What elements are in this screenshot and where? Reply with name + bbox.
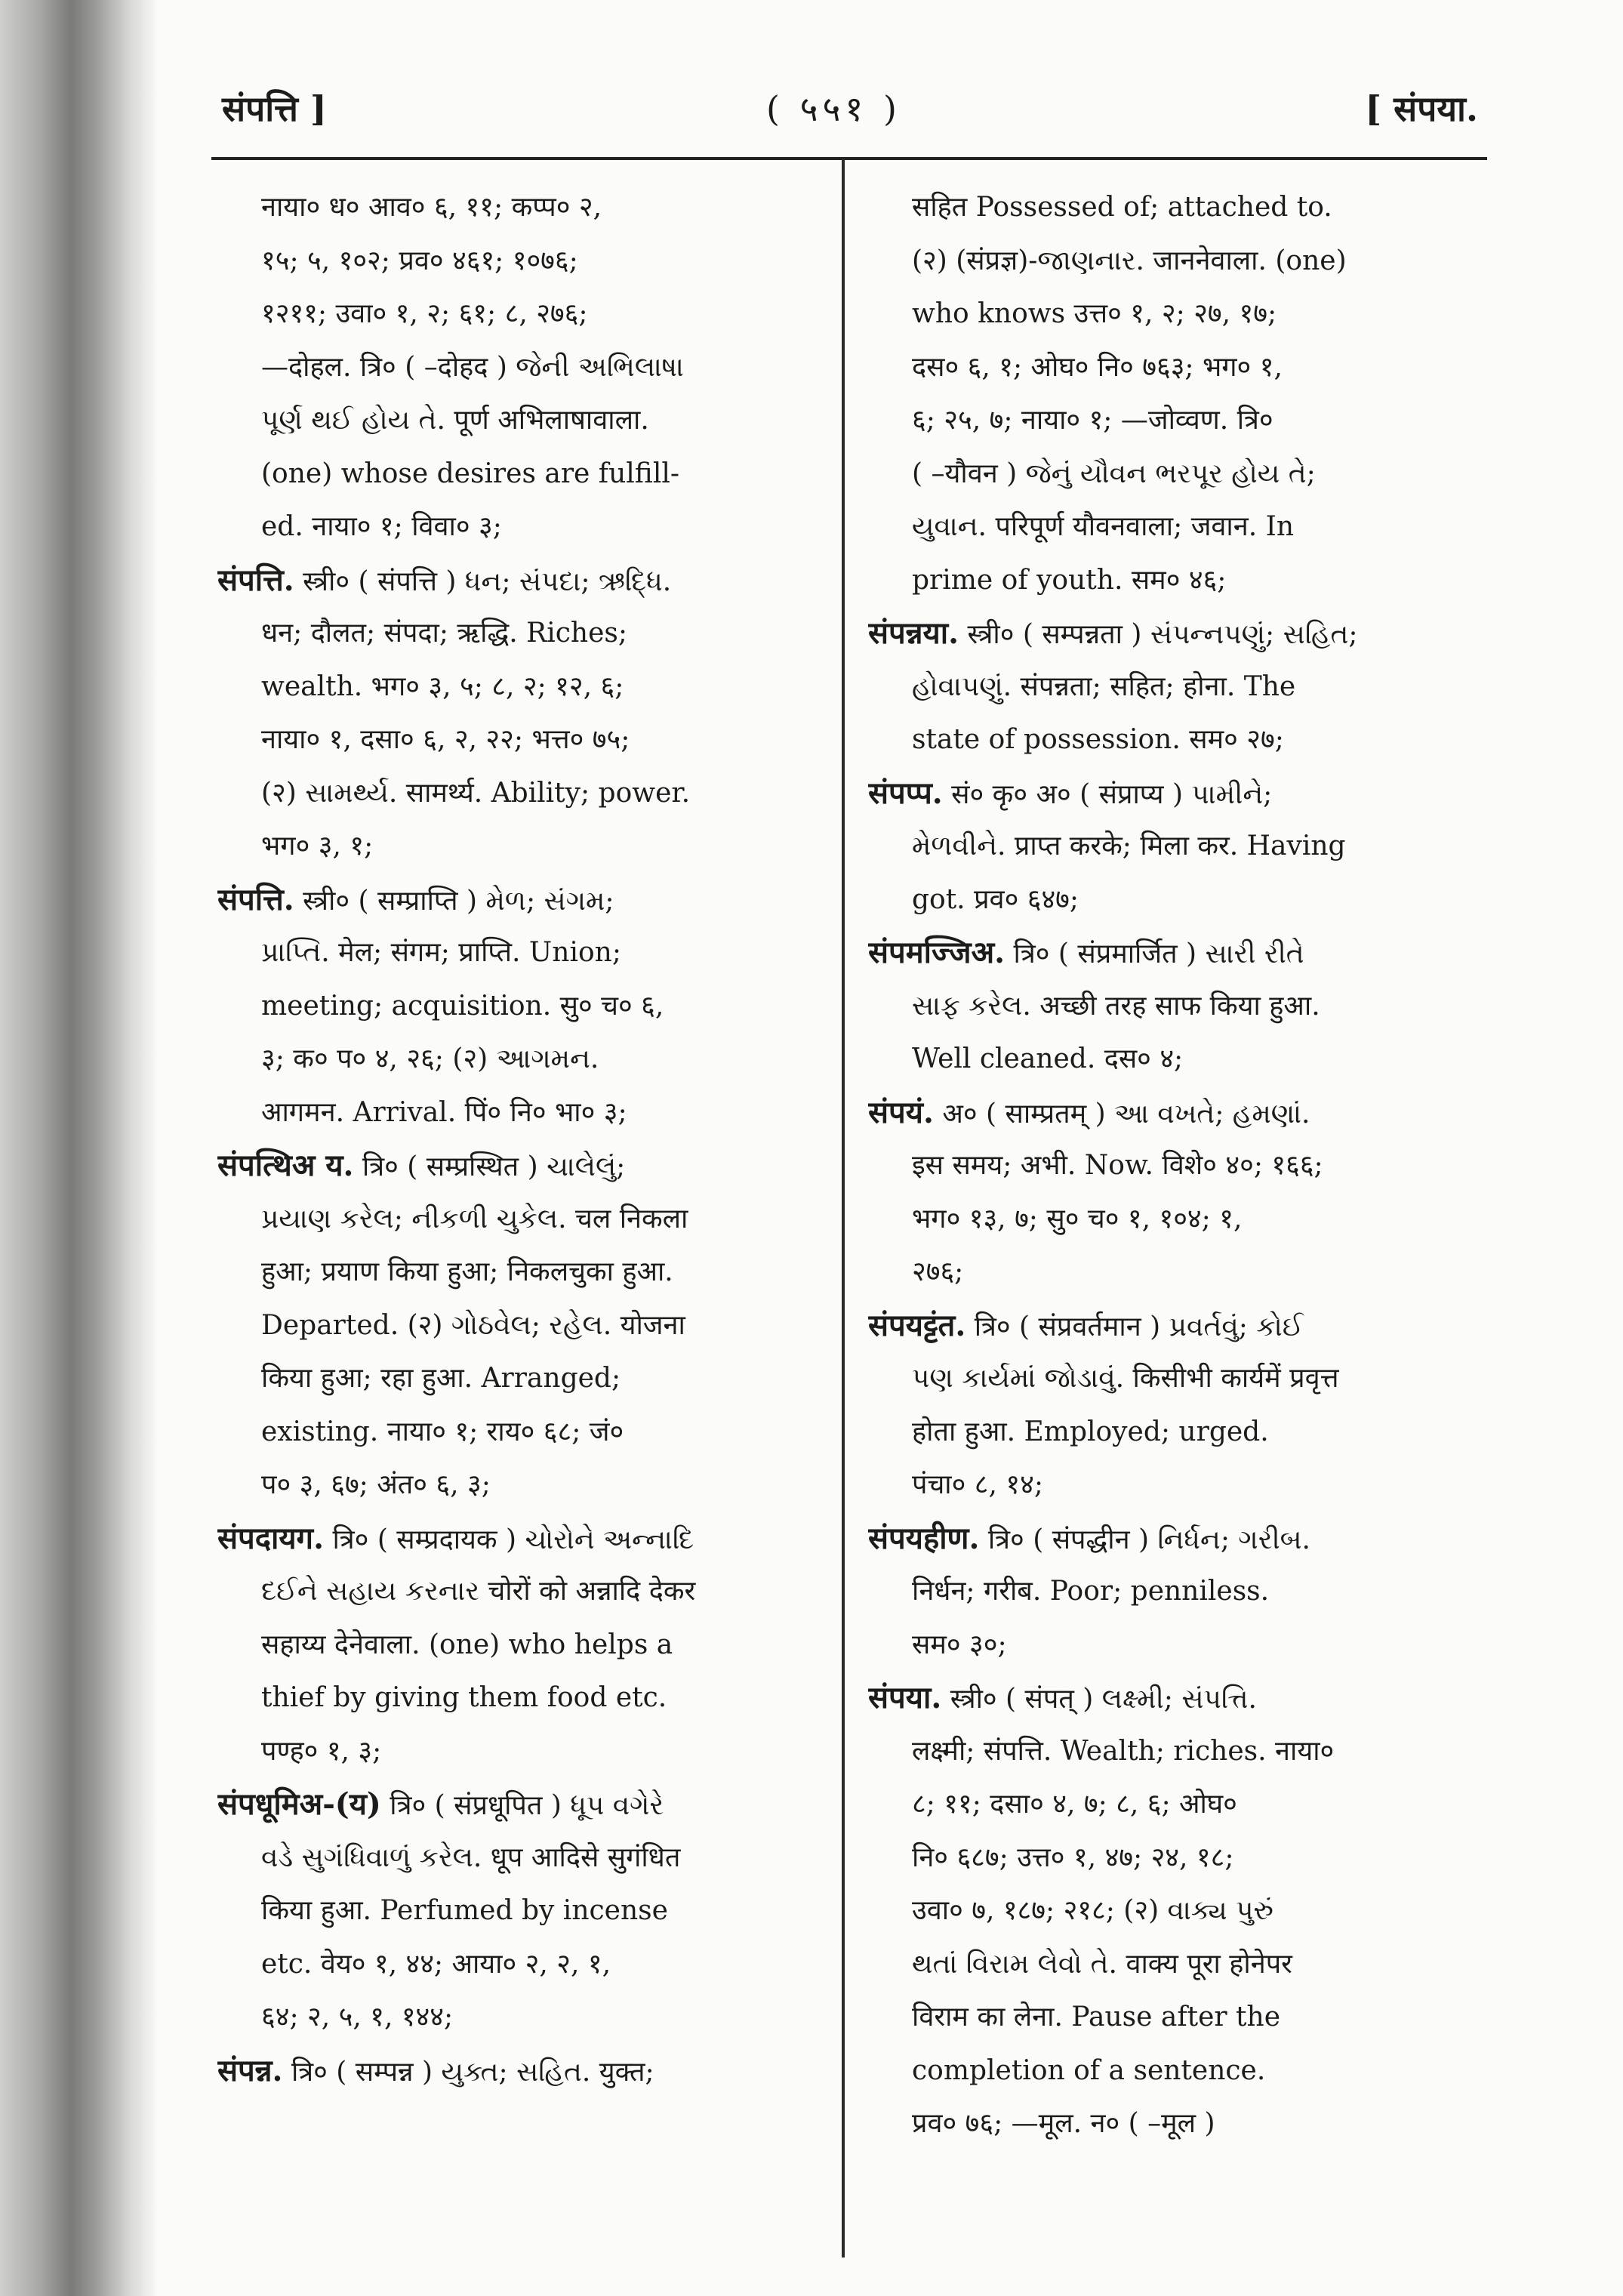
entry-line <box>868 1139 1457 1193</box>
entry-text: इस समय; अभी. Now. विशे० ४०; १६६; <box>912 1150 1323 1181</box>
entry-line <box>217 661 806 714</box>
entry-text: प० ३, ६७; अंत० ६, ३; <box>261 1469 491 1500</box>
headword: संपत्थिअ य. <box>217 1148 354 1183</box>
entry-text: thief by giving them food etc. <box>261 1682 667 1713</box>
entry-line-headword <box>217 874 806 927</box>
entry-line-headword <box>868 1512 1457 1566</box>
entry-text: त्रि० ( सम्प्रदायक ) ચોરોને અન્નાદિ <box>324 1524 694 1555</box>
entry-text: सहित Possessed of; attached to. <box>912 192 1332 223</box>
right-column <box>868 181 1457 2151</box>
entry-text: વડે સુગંધિવાળું કરેલ. धूप आदिसे सुगंधित <box>261 1841 681 1873</box>
entry-line <box>217 820 806 874</box>
entry-text: ६४; २, ५, १, १४४; <box>261 2002 454 2032</box>
entry-line <box>868 554 1457 608</box>
headword: संपदायग. <box>217 1520 325 1556</box>
entry-line <box>868 1619 1457 1672</box>
entry-text: २७६; <box>912 1256 964 1287</box>
entry-line <box>217 1459 806 1512</box>
entry-line <box>217 1352 806 1406</box>
entry-line <box>217 501 806 554</box>
entry-text: Departed. (२) ગોઠવેલ; રહેલ. योजना <box>261 1309 685 1341</box>
entry-text: सं० कृ० अ० ( संप्राप्य ) પામીને; <box>942 778 1273 810</box>
entry-line <box>217 1246 806 1299</box>
entry-line <box>868 1565 1457 1619</box>
entry-line <box>868 1885 1457 1938</box>
entry-text: स्त्री० ( संपत् ) લક્ષ્મી; સંપત્તિ. <box>941 1684 1257 1715</box>
entry-line <box>868 1991 1457 2045</box>
entry-text: धन; दौलत; संपदा; ऋद्धि. Riches; <box>261 618 627 649</box>
header-left-guideword: संपत्ति ] <box>222 88 327 129</box>
column-divider <box>842 159 845 2257</box>
entry-line <box>217 448 806 501</box>
entry-text: થતાં વિરામ લેવો તે. वाक्य पूरा होनेपर <box>912 1948 1292 1980</box>
entry-line <box>868 2097 1457 2151</box>
entry-line <box>217 767 806 821</box>
entry-line <box>217 1033 806 1086</box>
entry-text: त्रि० ( संप्रधूपित ) ધૂપ વગેરે <box>380 1790 664 1821</box>
entry-line-headword <box>217 1139 806 1193</box>
entry-line <box>868 713 1457 767</box>
entry-line-headword <box>217 554 806 608</box>
entry-line <box>868 341 1457 395</box>
entry-text: ( –यौवन ) જેનું યૌવન ભરપૂર હોય તે; <box>912 458 1316 489</box>
entry-line <box>868 1832 1457 1885</box>
headword: संपन्न. <box>217 2052 283 2088</box>
entry-text: Well cleaned. दस० ४; <box>912 1043 1184 1074</box>
entry-line <box>868 181 1457 235</box>
entry-text: wealth. भग० ३, ५; ८, २; १२, ६; <box>261 670 624 702</box>
headword: संपयहीण. <box>868 1520 980 1556</box>
entry-line <box>868 1938 1457 1992</box>
entry-line <box>868 661 1457 714</box>
headword: संपया. <box>868 1680 942 1715</box>
entry-line <box>868 501 1457 554</box>
entry-text: सहाय्य देनेवाला. (one) who helps a <box>261 1629 673 1660</box>
entry-text: ३; क० प० ४, २६; (२) આગમન. <box>261 1043 599 1074</box>
headword: संपन्नया. <box>868 615 959 651</box>
entry-line <box>217 288 806 341</box>
entry-text: prime of youth. सम० ४६; <box>912 564 1227 596</box>
entry-text: नि० ६८७; उत्त० १, ४७; २४, १८; <box>912 1841 1234 1873</box>
entry-line <box>868 1193 1457 1247</box>
entry-text: किया हुआ. Perfumed by incense <box>261 1895 668 1926</box>
entry-line <box>217 1832 806 1885</box>
entry-line <box>217 235 806 288</box>
entry-line-headword <box>868 607 1457 661</box>
entry-line <box>217 607 806 661</box>
entry-text: स्त्री० ( सम्पन्नता ) સંપન્નપણું; સહિત; <box>959 619 1358 650</box>
entry-text: ८; ११; दसा० ४, ७; ८, ६; ओघ० <box>912 1789 1237 1820</box>
entry-text: ed. नाया० १; विवा० ३; <box>261 511 502 542</box>
headword: संपयं. <box>868 1094 934 1130</box>
entry-line <box>868 1406 1457 1459</box>
entry-text: દઈને સહાય કરનાર चोरों को अन्नादि देकर <box>261 1576 696 1607</box>
entry-text: (२) સામર્થ્ય. सामर्थ्य. Ability; power. <box>261 777 691 809</box>
header-right-guideword: [ संपया. <box>1365 88 1478 129</box>
entry-line-headword <box>868 1299 1457 1353</box>
entry-line <box>217 394 806 448</box>
entry-line <box>868 394 1457 448</box>
entry-text: किया हुआ; रहा हुआ. Arranged; <box>261 1363 621 1394</box>
entry-line <box>217 713 806 767</box>
entry-line <box>217 926 806 980</box>
entry-line-headword <box>868 1086 1457 1140</box>
entry-line-headword <box>217 2045 806 2098</box>
entry-text: ६; २५, ७; नाया० १; —जोव्वण. त्रि० <box>912 405 1273 436</box>
entry-line <box>217 980 806 1034</box>
dictionary-page <box>204 60 1487 2250</box>
entry-text: પણ કાર્યમાં જોડાવું. किसीभी कार्यमें प्रवृत्त <box>912 1363 1339 1394</box>
entry-text: સાફ કરેલ. अच्छी तरह साफ किया हुआ. <box>912 990 1320 1022</box>
entry-line <box>217 341 806 395</box>
headword: संपत्ति. <box>217 881 294 917</box>
entry-line <box>217 1991 806 2045</box>
entry-line <box>217 1672 806 1725</box>
entry-text: યુવાન. परिपूर्ण यौवनवाला; जवान. In <box>912 511 1295 542</box>
entry-text: स्त्री० ( संपत्ति ) ધન; સંપદા; ઋદ્ધિ. <box>294 566 672 597</box>
entry-line <box>217 1619 806 1672</box>
entry-line-headword <box>217 1778 806 1832</box>
entry-text: त्रि० ( संप्रमार्जित ) સારી રીતે <box>1005 938 1304 969</box>
headword: संपत्ति. <box>217 562 294 598</box>
entry-text: state of possession. सम० २७; <box>912 724 1284 755</box>
entry-line-headword <box>868 1672 1457 1725</box>
entry-text: existing. नाया० १; राय० ६८; जं० <box>261 1416 624 1447</box>
entry-line <box>868 1246 1457 1299</box>
entry-text: who knows उत्त० १, २; २७, १७; <box>912 298 1277 329</box>
entry-line <box>868 1778 1457 1832</box>
entry-text: १२११; उवा० १, २; ६१; ८, २७६; <box>261 298 588 329</box>
entry-text: आगमन. Arrival. पिं० नि० भा० ३; <box>261 1096 627 1128</box>
entry-text: त्रि० ( सम्पन्न ) યુક્ત; સહિત. युक्त; <box>282 2056 654 2088</box>
entry-line <box>868 980 1457 1034</box>
entry-text: प्रव० ७६; —मूल. न० ( –मूल ) <box>912 2108 1215 2139</box>
entry-text: अ० ( साम्प्रतम् ) આ વખતે; હમણાં. <box>933 1098 1310 1130</box>
entry-line <box>217 1885 806 1938</box>
page-number: ( ५५१ ) <box>766 88 901 129</box>
entry-text: પૂર્ણ થઈ હોય તે. पूर्ण अभिलाषावाला. <box>261 405 649 436</box>
entry-text: हुआ; प्रयाण किया हुआ; निकलचुका हुआ. <box>261 1256 673 1287</box>
entry-text: १५; ५, १०२; प्रव० ४६१; १०७६; <box>261 245 578 276</box>
entry-line <box>868 1725 1457 1779</box>
page-binding-shadow <box>0 0 159 2296</box>
entry-text: पंचा० ८, १४; <box>912 1469 1043 1500</box>
entry-text: પ્રાપ્તિ. मेल; संगम; प्राप्ति. Union; <box>261 937 621 968</box>
entry-text: (२) (संप्रज्ञ)-જાણનાર. जाननेवाला. (one) <box>912 245 1347 276</box>
entry-line <box>217 1565 806 1619</box>
entry-text: भग० ३, १; <box>261 831 374 861</box>
entry-text: got. प्रव० ६४७; <box>912 883 1079 915</box>
entry-text: meeting; acquisition. सु० च० ६, <box>261 990 664 1022</box>
entry-text: नाया० १, दसा० ६, २, २२; भत्त० ७५; <box>261 724 630 755</box>
entry-text: स्त्री० ( सम्प्राप्ति ) મેળ; સંગમ; <box>294 885 614 917</box>
entry-text: उवा० ७, १८७; २१८; (२) વાક્ય પુરું <box>912 1895 1273 1926</box>
entry-line <box>868 1352 1457 1406</box>
entry-text: હોવાપણું. संपन्नता; सहित; होना. The <box>912 670 1296 702</box>
entry-text: निर्धन; गरीब. Poor; penniless. <box>912 1576 1270 1607</box>
entry-line <box>868 235 1457 288</box>
entry-line-headword <box>868 926 1457 980</box>
headword: संपयट्टंत. <box>868 1307 966 1343</box>
entry-line <box>868 2045 1457 2098</box>
entry-line <box>217 1299 806 1353</box>
entry-line <box>217 181 806 235</box>
left-column <box>217 181 806 2097</box>
entry-line <box>217 1938 806 1992</box>
entry-line <box>217 1406 806 1459</box>
entry-text: त्रि० ( सम्प्रस्थित ) ચાલેલું; <box>353 1151 626 1182</box>
entry-line <box>868 448 1457 501</box>
entry-text: भग० १३, ७; सु० च० १, १०४; १, <box>912 1203 1243 1234</box>
entry-line <box>868 874 1457 927</box>
entry-text: विराम का लेना. Pause after the <box>912 2002 1281 2032</box>
entry-line <box>868 288 1457 341</box>
entry-line <box>868 820 1457 874</box>
entry-line <box>217 1193 806 1247</box>
entry-text: પ્રયાણ કરેલ; નીકળી ચુકેલ. चल निकला <box>261 1203 688 1234</box>
entry-line <box>868 1033 1457 1086</box>
page-header <box>204 76 1487 159</box>
entry-text: सम० ३०; <box>912 1629 1007 1660</box>
header-rule <box>211 157 1487 160</box>
entry-text: completion of a sentence. <box>912 2054 1266 2086</box>
headword: संपधूमिअ-(य) <box>217 1786 381 1822</box>
entry-text: etc. वेय० १, ४४; आया० २, २, १, <box>261 1948 611 1980</box>
entry-text: (one) whose desires are fulfill- <box>261 458 680 489</box>
entry-text: મેળવીને. प्राप्त करके; मिला कर. Having <box>912 831 1346 861</box>
entry-line <box>217 1725 806 1779</box>
entry-text: त्रि० ( संपद्धीन ) નિર્ધન; ગરીબ. <box>979 1524 1310 1555</box>
entry-line-headword <box>217 1512 806 1566</box>
entry-text: दस० ६, १; ओघ० नि० ७६३; भग० १, <box>912 351 1283 383</box>
entry-text: —दोहल. त्रि० ( –दोहद ) જેની અભિલાષા <box>261 351 684 383</box>
entry-text: नाया० ध० आव० ६, ११; कप्प० २, <box>261 192 602 223</box>
entry-text: होता हुआ. Employed; urged. <box>912 1416 1269 1447</box>
entry-line <box>217 1086 806 1140</box>
entry-text: त्रि० ( संप्रवर्तमान ) પ્રવર્તવું; કોઈ <box>965 1311 1304 1342</box>
entry-line <box>868 1459 1457 1512</box>
entry-text: लक्ष्मी; संपत्ति. Wealth; riches. नाया० <box>912 1735 1335 1767</box>
headword: संपप्प. <box>868 775 943 811</box>
entry-line-headword <box>868 767 1457 821</box>
entry-text: पण्ह० १, ३; <box>261 1735 382 1767</box>
headword: संपमज्जिअ. <box>868 935 1006 970</box>
